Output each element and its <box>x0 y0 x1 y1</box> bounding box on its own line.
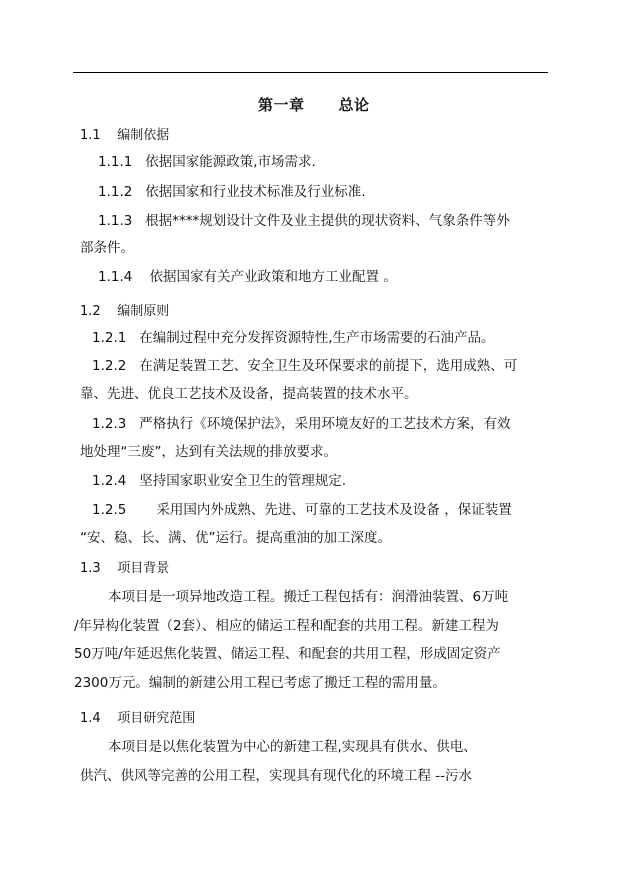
item-text: 采用国内外成熟、先进、可靠的工艺技术及设备 ，保证装置 <box>156 502 512 518</box>
item-number: 1.2.1 <box>92 330 127 346</box>
item-1-2-5-continuation: “安、稳、长、满、优”运行。提高重油的加工深度。 <box>80 530 391 546</box>
item-1-2-4 <box>92 472 346 490</box>
section-1-1-heading <box>80 127 169 145</box>
chapter-heading <box>258 96 370 114</box>
item-text: 根据****规划设计文件及业主提供的现状资料、气象条件等外 <box>145 213 510 229</box>
section-number: 1.4 <box>80 711 101 726</box>
item-text: 依据国家有关产业政策和地方工业配置 。 <box>149 269 397 285</box>
item-number: 1.2.5 <box>92 502 127 518</box>
item-text: 依据国家和行业技术标准及行业标准. <box>145 184 366 200</box>
item-1-1-1 <box>98 153 316 171</box>
item-number: 1.2.2 <box>92 358 127 374</box>
paragraph-line: 供汽、供风等完善的公用工程，实现具有现代化的环境工程 --污水 <box>80 768 473 784</box>
item-1-2-1 <box>92 329 495 347</box>
chapter-number: 第一章 <box>258 96 305 114</box>
paragraph-line: 本项目是一项异地改造工程。搬迁工程包括有：润滑油装置、6万吨 <box>108 589 509 605</box>
section-title: 编制依据 <box>117 128 170 143</box>
item-1-2-2-continuation: 靠、先进、优良工艺技术及设备，提高装置的技术水平。 <box>80 386 418 402</box>
section-title: 项目研究范围 <box>117 711 196 726</box>
section-number: 1.1 <box>80 128 101 143</box>
item-text: 在满足装置工艺、安全卫生及环保要求的前提下，选用成熟、可 <box>139 358 518 374</box>
section-number: 1.2 <box>80 304 101 319</box>
item-text: 依据国家能源政策,市场需求. <box>145 154 316 170</box>
paragraph-line: /年异构化装置（2套）、相应的储运工程和配套的共用工程。新建工程为 <box>74 618 499 634</box>
item-number: 1.2.3 <box>92 416 127 432</box>
section-number: 1.3 <box>80 561 101 576</box>
item-1-2-3 <box>92 415 510 433</box>
item-number: 1.1.2 <box>98 184 133 200</box>
item-number: 1.1.3 <box>98 213 133 229</box>
item-1-1-4 <box>98 268 397 286</box>
item-text: 在编制过程中充分发挥资源特性,生产市场需要的石油产品。 <box>139 330 495 346</box>
paragraph-line: 50万吨/年延迟焦化装置、储运工程、和配套的共用工程，形成固定资产 <box>74 646 501 662</box>
item-1-1-3 <box>98 212 510 230</box>
item-1-1-2 <box>98 183 366 201</box>
item-1-2-5 <box>92 501 512 519</box>
section-1-2-heading <box>80 303 169 321</box>
paragraph-line: 2300万元。编制的新建公用工程已考虑了搬迁工程的需用量。 <box>74 675 446 691</box>
section-title: 项目背景 <box>117 561 170 576</box>
item-1-2-2 <box>92 357 517 375</box>
section-title: 编制原则 <box>117 304 170 319</box>
item-number: 1.1.1 <box>98 154 133 170</box>
item-number: 1.2.4 <box>92 473 127 489</box>
chapter-title: 总论 <box>338 96 370 114</box>
section-1-4-heading <box>80 710 195 728</box>
paragraph-line: 本项目是以焦化装置为中心的新建工程,实现具有供水、供电、 <box>108 739 477 755</box>
item-number: 1.1.4 <box>98 269 133 285</box>
item-1-2-3-continuation: 地处理“三废”，达到有关法规的排放要求。 <box>80 444 337 460</box>
item-text: 严格执行《环境保护法》，采用环境友好的工艺技术方案，有效 <box>139 416 511 432</box>
header-rule <box>73 72 548 73</box>
item-text: 坚持国家职业安全卫生的管理规定. <box>139 473 347 489</box>
item-1-1-3-continuation: 部条件。 <box>80 240 134 256</box>
section-1-3-heading <box>80 560 169 578</box>
